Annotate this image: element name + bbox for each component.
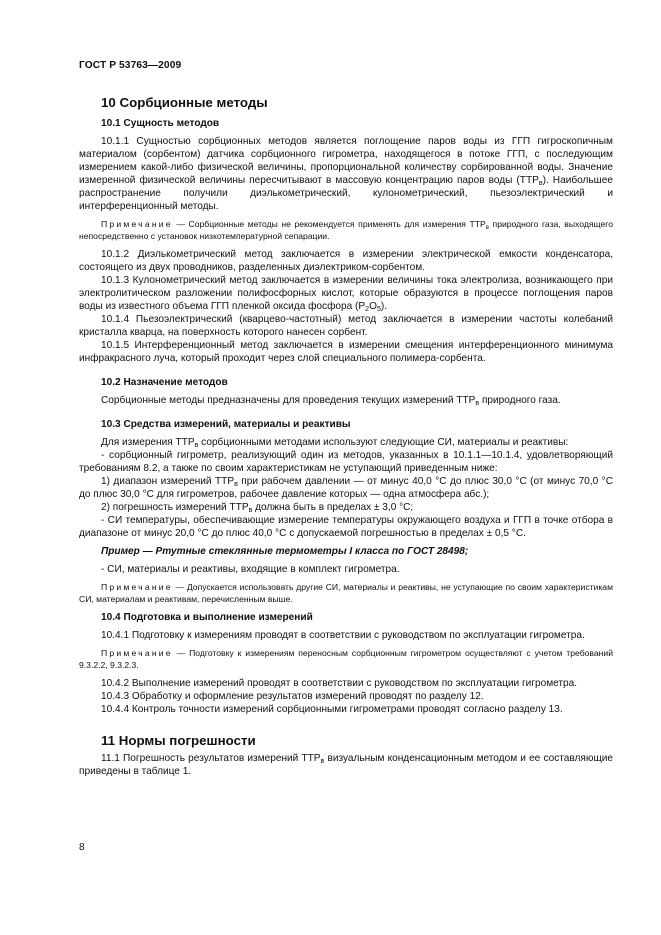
note-label: Примечание (101, 582, 173, 592)
text: 2) погрешность измерений ТТР (101, 502, 249, 513)
subsection-10-3-title: 10.3 Средства измерений, материалы и реактивы (101, 419, 351, 430)
text: 1) диапазон измерений ТТР (101, 476, 235, 487)
paragraph-10-3-intro (79, 436, 613, 449)
text: 10.1.1 Сущностью сорбционных методов является поглощение паров воды из ГГП гигроскопичным материалом (сорбентом) датчика сорбционного гигрометра, находящегося в потоке ГГП, с последующим измерением какой-либо физической величины, пропорциональной количеству сорбированной воды. Значение измеренной физической величины пересчитывают в массовую концентрацию паров воды (ТТР (79, 136, 613, 186)
text: сорбционными методами используют следующие СИ, материалы и реактивы: (198, 437, 569, 448)
text: ). (380, 301, 388, 312)
note-label: Примечание (101, 648, 173, 658)
paragraph-10-1-4: 10.1.4 Пьезоэлектрический (кварцево-частотный) метод заключается в измерении частоты колебаний кристалла кварца, на поверхность которого нанесен сорбент. (79, 314, 613, 338)
paragraph-10-4-2: 10.4.2 Выполнение измерений проводят в соответствии с руководством по эксплуатации гигрометра. (101, 678, 578, 689)
text: — Допускается использовать другие СИ, материалы и реактивы, не уступающие по своим характеристикам СИ, материалам и реактивам, перечисленным выше. (79, 582, 613, 604)
subscript: в (248, 507, 253, 514)
subsection-10-2-title: 10.2 Назначение методов (101, 377, 228, 388)
example-10-3: Пример — Ртутные стеклянные термометры I класса по ГОСТ 28498; (101, 546, 469, 557)
text: природного газа, выходящего непосредственно с установок низкотемпературной сепарации. (79, 219, 613, 241)
page-number: 8 (79, 842, 85, 853)
subsection-10-4-title: 10.4 Подготовка и выполнение измерений (101, 612, 313, 623)
spacer (79, 365, 613, 370)
text: 11.1 Погрешность результатов измерений ТТР (101, 753, 321, 764)
paragraph-10-1-3 (79, 274, 613, 313)
text: Для измерения ТТР (101, 437, 195, 448)
paragraph-10-3-item-1 (79, 475, 613, 501)
spacer (79, 407, 613, 412)
document-header: ГОСТ Р 53763—2009 (79, 60, 182, 71)
text: природного газа. (479, 395, 561, 406)
text: при рабочем давлении — от минус 40,0 °С до плюс 30,0 °С (от минус 70,0 °С до плюс 30,0 °С для гигрометров, рабочее давление которых — одна атмосфера абс.); (79, 476, 613, 500)
note-10-3 (79, 581, 613, 605)
subscript: в (475, 400, 480, 407)
note-label: Примечание (101, 219, 173, 229)
paragraph-10-3-item-kit: - СИ, материалы и реактивы, входящие в комплект гигрометра. (101, 564, 400, 575)
paragraph-10-3-item-2 (79, 501, 613, 514)
paragraph-10-1-5: 10.1.5 Интерференционный метод заключается в измерении смещения интерференционного минимума инфракрасного луча, который проходит через слой специального полимера-сорбента. (79, 340, 613, 364)
text: Сорбционные методы предназначены для проведения текущих измерений ТТР (101, 395, 476, 406)
subsection-10-1-title: 10.1 Сущность методов (101, 118, 220, 129)
paragraph-10-4-3: 10.4.3 Обработку и оформление результатов измерений проводят по разделу 12. (101, 691, 484, 702)
text: визуальным конденсационным методом и ее составляющие приведены в таблице 1. (79, 753, 613, 777)
subscript: 2 (365, 306, 370, 313)
paragraph-11-1 (79, 752, 613, 778)
text: ). Наибольшее распространение получили диэлькометрический, кулонометрический, пьезоэлектрический и интерференционный методы. (79, 175, 613, 212)
text: — Подготовку к измерениям переносным сорбционным гигрометром осуществляют с учетом требований 9.3.2.2, 9.3.2.3. (79, 648, 613, 670)
section-11-title: 11 Нормы погрешности (101, 733, 256, 748)
spacer (79, 716, 613, 726)
paragraph-10-4-4: 10.4.4 Контроль точности измерений сорбционными гигрометрами проводят согласно разделу 13. (101, 704, 563, 715)
subscript: в (485, 225, 489, 231)
text: O (369, 301, 377, 312)
paragraph-10-1-1 (79, 135, 613, 213)
page-content (79, 88, 613, 778)
subscript: в (538, 180, 543, 187)
subscript: в (234, 481, 238, 488)
paragraph-10-4-1: 10.4.1 Подготовку к измерениям проводят в соответствии с руководством по эксплуатации гигрометра. (101, 630, 585, 641)
text: — Сорбционные методы не рекомендуется применять для измерения ТТР (172, 219, 486, 229)
text: 10.1.3 Кулонометрический метод заключается в измерении величины тока электролиза, возникающего при электролитическом разложении полифосфорных кислот, которые образуются в процессе поглощения паров воды из известного объема ГГП пленкой оксида фосфора (P (79, 275, 613, 312)
subscript: в (320, 758, 325, 765)
paragraph-10-3-item-temperature: - СИ температуры, обеспечивающие измерение температуры окружающего воздуха и ГГП в точке отбора в диапазоне от минус 20,0 °С до плюс 40,0 °С с допускаемой погрешностью в пределах ± 0,5 °С. (79, 515, 613, 539)
subscript: в (194, 442, 199, 449)
paragraph-10-2 (79, 394, 613, 407)
note-10-4 (79, 647, 613, 671)
note-10-1 (79, 218, 613, 242)
paragraph-10-3-item-hygrometer: - сорбционный гигрометр, реализующий один из методов, указанных в 10.1.1—10.1.4, удовлетворяющий требованиям 8.2, а также по своим характеристикам не уступающий приведенным ниже: (79, 450, 613, 474)
section-10-title: 10 Сорбционные методы (101, 95, 268, 110)
text: должна быть в пределах ± 3,0 °С; (252, 502, 414, 513)
paragraph-10-1-2: 10.1.2 Диэлькометрический метод заключается в измерении электрической емкости конденсатора, состоящего из двух проводников, разделенных диэлектриком-сорбентом. (79, 249, 613, 273)
subscript: 5 (376, 306, 381, 313)
